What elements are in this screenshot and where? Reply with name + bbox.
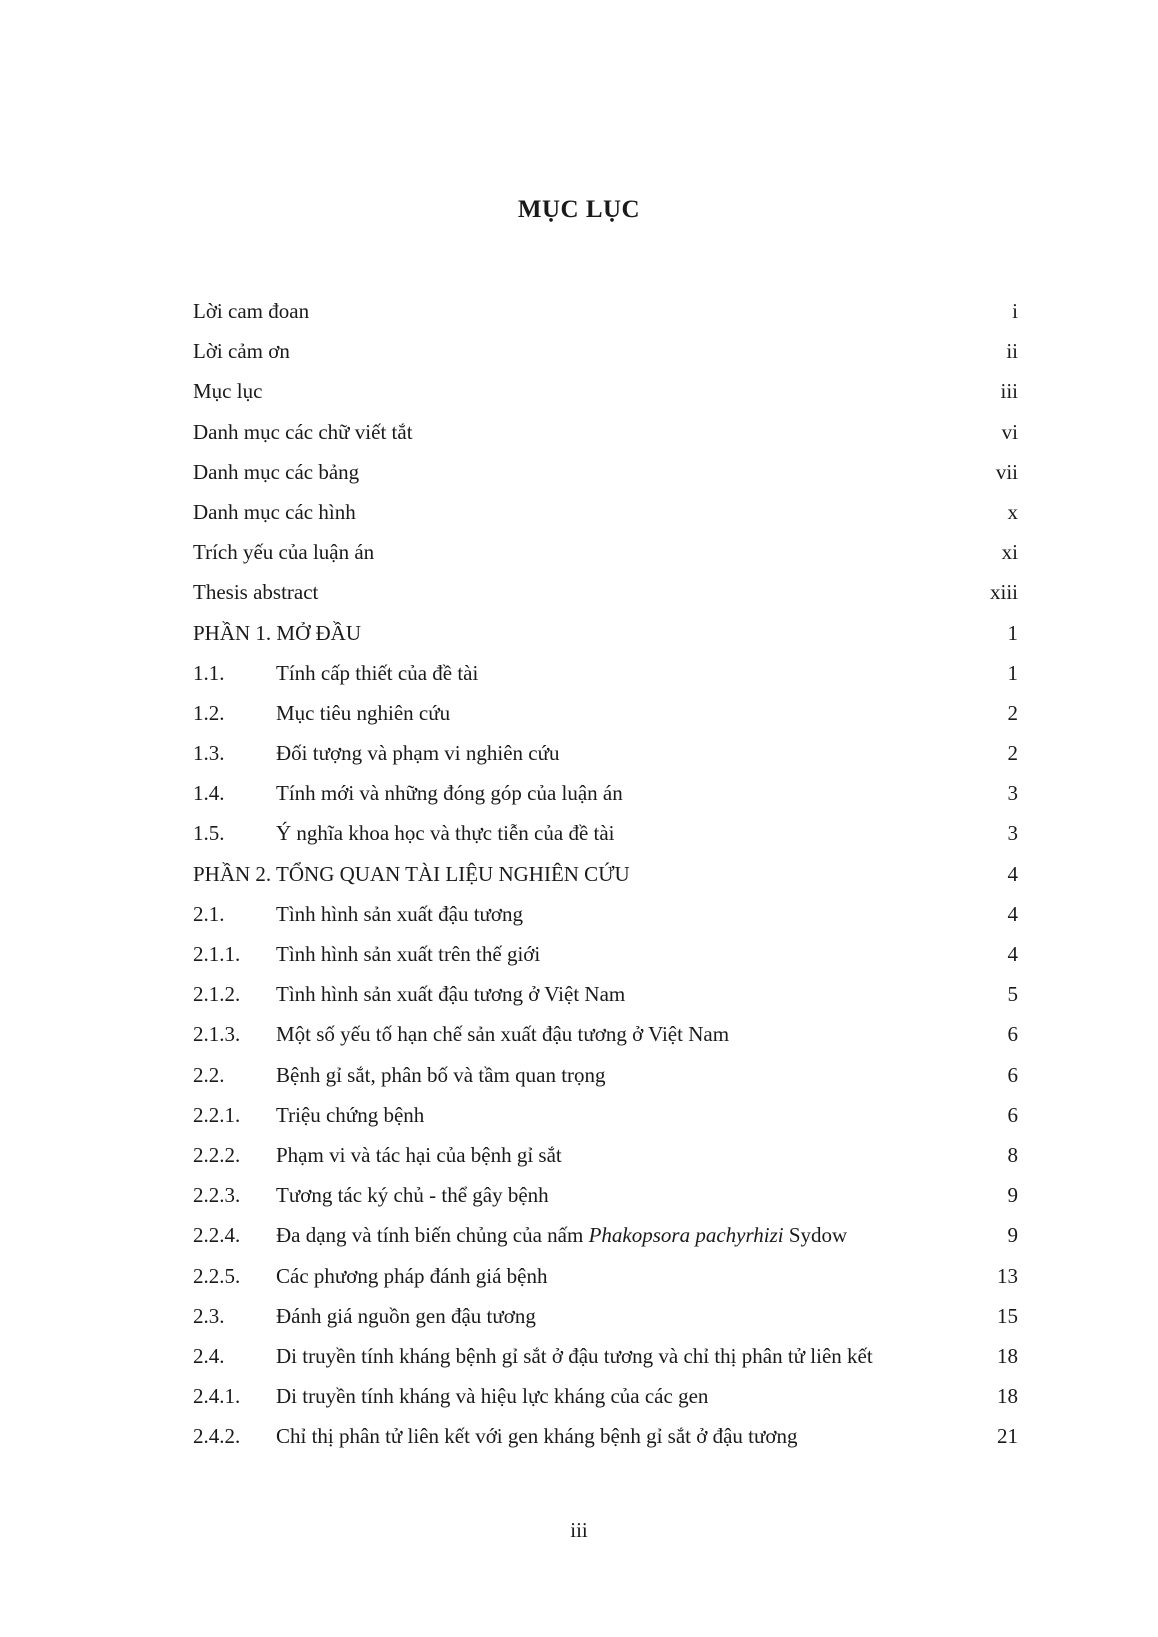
toc-entry-number: 2.1.1. [193,942,241,966]
toc-entry [193,296,1018,336]
toc-entry-title-text: Chỉ thị phân tử liên kết với gen kháng bệnh gỉ sắt ở đậu tương [276,1424,798,1449]
toc-entry-number: 2.2.4. [193,1223,241,1248]
toc-entry-scientific-name: Phakopsora pachyrhizi [588,1223,784,1248]
toc-entry-page: 6 [1007,1102,1018,1127]
toc-entry-title-text: Triệu chứng bệnh [276,1102,425,1127]
toc-entry-number: 2.2.1. [193,1102,241,1127]
toc-entry-page: xi [1001,540,1018,565]
toc-entry [193,818,1018,858]
toc-entry-title [193,497,356,527]
toc-entry-title [276,899,523,929]
toc-entry-page: 1 [1007,660,1018,685]
toc-entry-title [276,818,615,848]
toc-entry [193,1100,1018,1140]
toc-entry-page: 9 [1007,1183,1018,1208]
toc-entry [193,1060,1018,1100]
toc-entry-number: 2.2.5. [193,1263,241,1288]
toc-entry-title-text: Tương tác ký chủ - thể gây bệnh [276,1183,549,1208]
toc-entry-title-text: Thesis abstract [193,580,319,605]
toc-entry-title [193,376,262,406]
toc-entry [193,979,1018,1019]
toc-entry-title-text: Các phương pháp đánh giá bệnh [276,1263,548,1288]
toc-entry [193,698,1018,738]
toc-entry-title [276,1100,424,1130]
toc-entry-title-text: Di truyền tính kháng bệnh gỉ sắt ở đậu tương và chỉ thị phân tử liên kết [276,1343,873,1368]
toc-entry-number: 1.5. [193,821,225,846]
toc-entry [193,1180,1018,1220]
toc-entry [193,658,1018,698]
toc-entry [193,738,1018,778]
toc-entry-page: 13 [997,1263,1018,1288]
toc-entry-title [193,296,309,326]
toc-entry-title-text: Danh mục các bảng [193,459,360,484]
toc-entry-title-text: Bệnh gỉ sắt, phân bố và tầm quan trọng [276,1062,606,1087]
toc-entry-title [276,1421,798,1451]
toc-entry-title-text: Danh mục các chữ viết tắt [193,419,413,444]
toc-entry-page: vii [995,459,1018,484]
toc-entry-title-text: Ý nghĩa khoa học và thực tiễn của đề tài [276,821,615,846]
toc-entry [193,537,1018,577]
toc-entry [193,417,1018,457]
toc-entry-title [193,457,359,487]
toc-entry-title-text: PHẦN 2. TỔNG QUAN TÀI LIỆU NGHIÊN CỨU [193,861,630,886]
toc-entry-title [193,417,413,447]
toc-entry-title [276,1140,562,1170]
toc-entry-title-text: Phạm vi và tác hại của bệnh gỉ sắt [276,1142,562,1167]
toc-entry-title-text: Đánh giá nguồn gen đậu tương [276,1303,536,1328]
toc-entry [193,1220,1018,1260]
toc-entry-title-text: PHẦN 1. MỞ ĐẦU [193,620,362,645]
toc-entry-title-text: Mục lục [193,379,263,404]
toc-entry [193,1421,1018,1461]
toc-entry-number: 2.4.2. [193,1424,241,1449]
toc-entry-title-text: Lời cam đoan [193,299,310,323]
toc-entry [193,497,1018,537]
toc-entry-number: 2.1.2. [193,982,241,1007]
toc-entry [193,778,1018,818]
toc-entry [193,336,1018,376]
toc-entry-page: 3 [1007,781,1018,806]
toc-entry-number: 2.2. [193,1062,225,1087]
toc-entry-title [276,1060,606,1090]
toc-entry-title-text: Một số yếu tố hạn chế sản xuất đậu tương ở Việt Nam [276,1022,730,1047]
page-number: iii [570,1518,588,1542]
toc-entry-title [276,658,478,688]
toc-entry-title [276,1019,729,1049]
toc-entry-title [276,1220,847,1250]
toc-entry-title [276,1381,708,1411]
toc-entry-title-text: Tính cấp thiết của đề tài [276,660,479,685]
toc-entry-number: 2.1.3. [193,1022,241,1047]
toc-entry [193,899,1018,939]
toc-entry-page: xiii [989,580,1018,605]
toc-entry-title [276,979,625,1009]
toc-entry-title-text: Tình hình sản xuất đậu tương ở Việt Nam [276,982,626,1007]
toc-entry [193,1261,1018,1301]
toc-entry [193,1381,1018,1421]
toc-entry-title-text: Trích yếu của luận án [193,540,375,565]
toc-entry-number: 2.3. [193,1303,225,1328]
toc-entry-page: 21 [997,1424,1018,1449]
toc-entry-title-text: Lời cảm ơn [193,339,290,364]
toc-entry-title [193,618,361,648]
page-title: MỤC LỤC [517,196,641,223]
toc-entry-title [276,1261,548,1291]
toc-entry [193,1341,1018,1381]
toc-entry-title-text: Tình hình sản xuất đậu tương [276,901,524,926]
toc-entry-page: 5 [1007,982,1018,1007]
toc-entry-page: 3 [1007,821,1018,846]
toc-entry-page: 6 [1007,1022,1018,1047]
toc-entry-title [276,738,560,768]
toc-entry-title-text: Mục tiêu nghiên cứu [276,700,451,725]
toc-entry-title [276,1301,536,1331]
toc-entry [193,1301,1018,1341]
toc-entry [193,376,1018,416]
toc-entry-page: ii [1006,339,1018,364]
toc-entry [193,939,1018,979]
toc-entry-page: 18 [997,1384,1018,1409]
toc-entry-page: 8 [1007,1142,1018,1167]
toc-entry [193,859,1018,899]
toc-entry-title [276,698,450,728]
toc-entry-number: 1.3. [193,741,225,766]
toc-entry-title-text: Di truyền tính kháng và hiệu lực kháng của các gen [276,1384,709,1409]
toc-entry-page: 1 [1007,620,1018,645]
toc-entry-page: 6 [1007,1062,1018,1087]
toc-entry-page: 4 [1007,861,1018,886]
toc-entry-page: iii [1000,379,1018,404]
toc-entry-title [193,577,318,607]
toc-entry-title [193,336,290,366]
toc-entry-number: 2.2.3. [193,1183,241,1208]
toc-entry-title-suffix: Sydow [788,1223,848,1248]
toc-entry [193,1019,1018,1059]
toc-entry-title-text: Đối tượng và phạm vi nghiên cứu [276,741,560,766]
toc-entry-title-text: Tính mới và những đóng góp của luận án [276,781,623,806]
toc-entry-number: 1.4. [193,781,225,806]
toc-entry-page: 2 [1007,700,1018,725]
toc-entry-page: i [1012,299,1018,323]
toc-entry-page: 2 [1007,741,1018,766]
toc-entry-title-text: Danh mục các hình [193,499,356,524]
toc-entry-number: 1.1. [193,660,225,685]
toc-entry-page: 15 [997,1303,1018,1328]
toc-entry-page: 4 [1007,901,1018,926]
toc-entry [193,457,1018,497]
toc-entry-page: vi [1001,419,1018,444]
toc-entry-title [276,1341,873,1371]
toc-entry-page: x [1007,499,1018,524]
toc-entry-page: 9 [1007,1223,1018,1248]
toc-entry [193,618,1018,658]
toc-entry-page: 4 [1007,942,1018,966]
toc-entry-number: 2.1. [193,901,225,926]
toc-entry-title [276,939,540,969]
toc-entry-page: 18 [997,1343,1018,1368]
toc-entry-number: 2.4. [193,1343,225,1368]
toc-entry [193,577,1018,617]
toc-entry-title [276,1180,549,1210]
toc-entry-title [193,859,630,889]
toc-entry-title [193,537,374,567]
toc-entry-number: 1.2. [193,700,225,725]
toc-entry-title [276,778,623,808]
toc-entry-title-text: Tình hình sản xuất trên thế giới [276,942,541,966]
toc-entry-title-text: Đa dạng và tính biến chủng của nấm [276,1223,584,1248]
table-of-contents [193,296,1018,1461]
toc-entry-number: 2.4.1. [193,1384,241,1409]
toc-entry-number: 2.2.2. [193,1142,241,1167]
toc-entry [193,1140,1018,1180]
